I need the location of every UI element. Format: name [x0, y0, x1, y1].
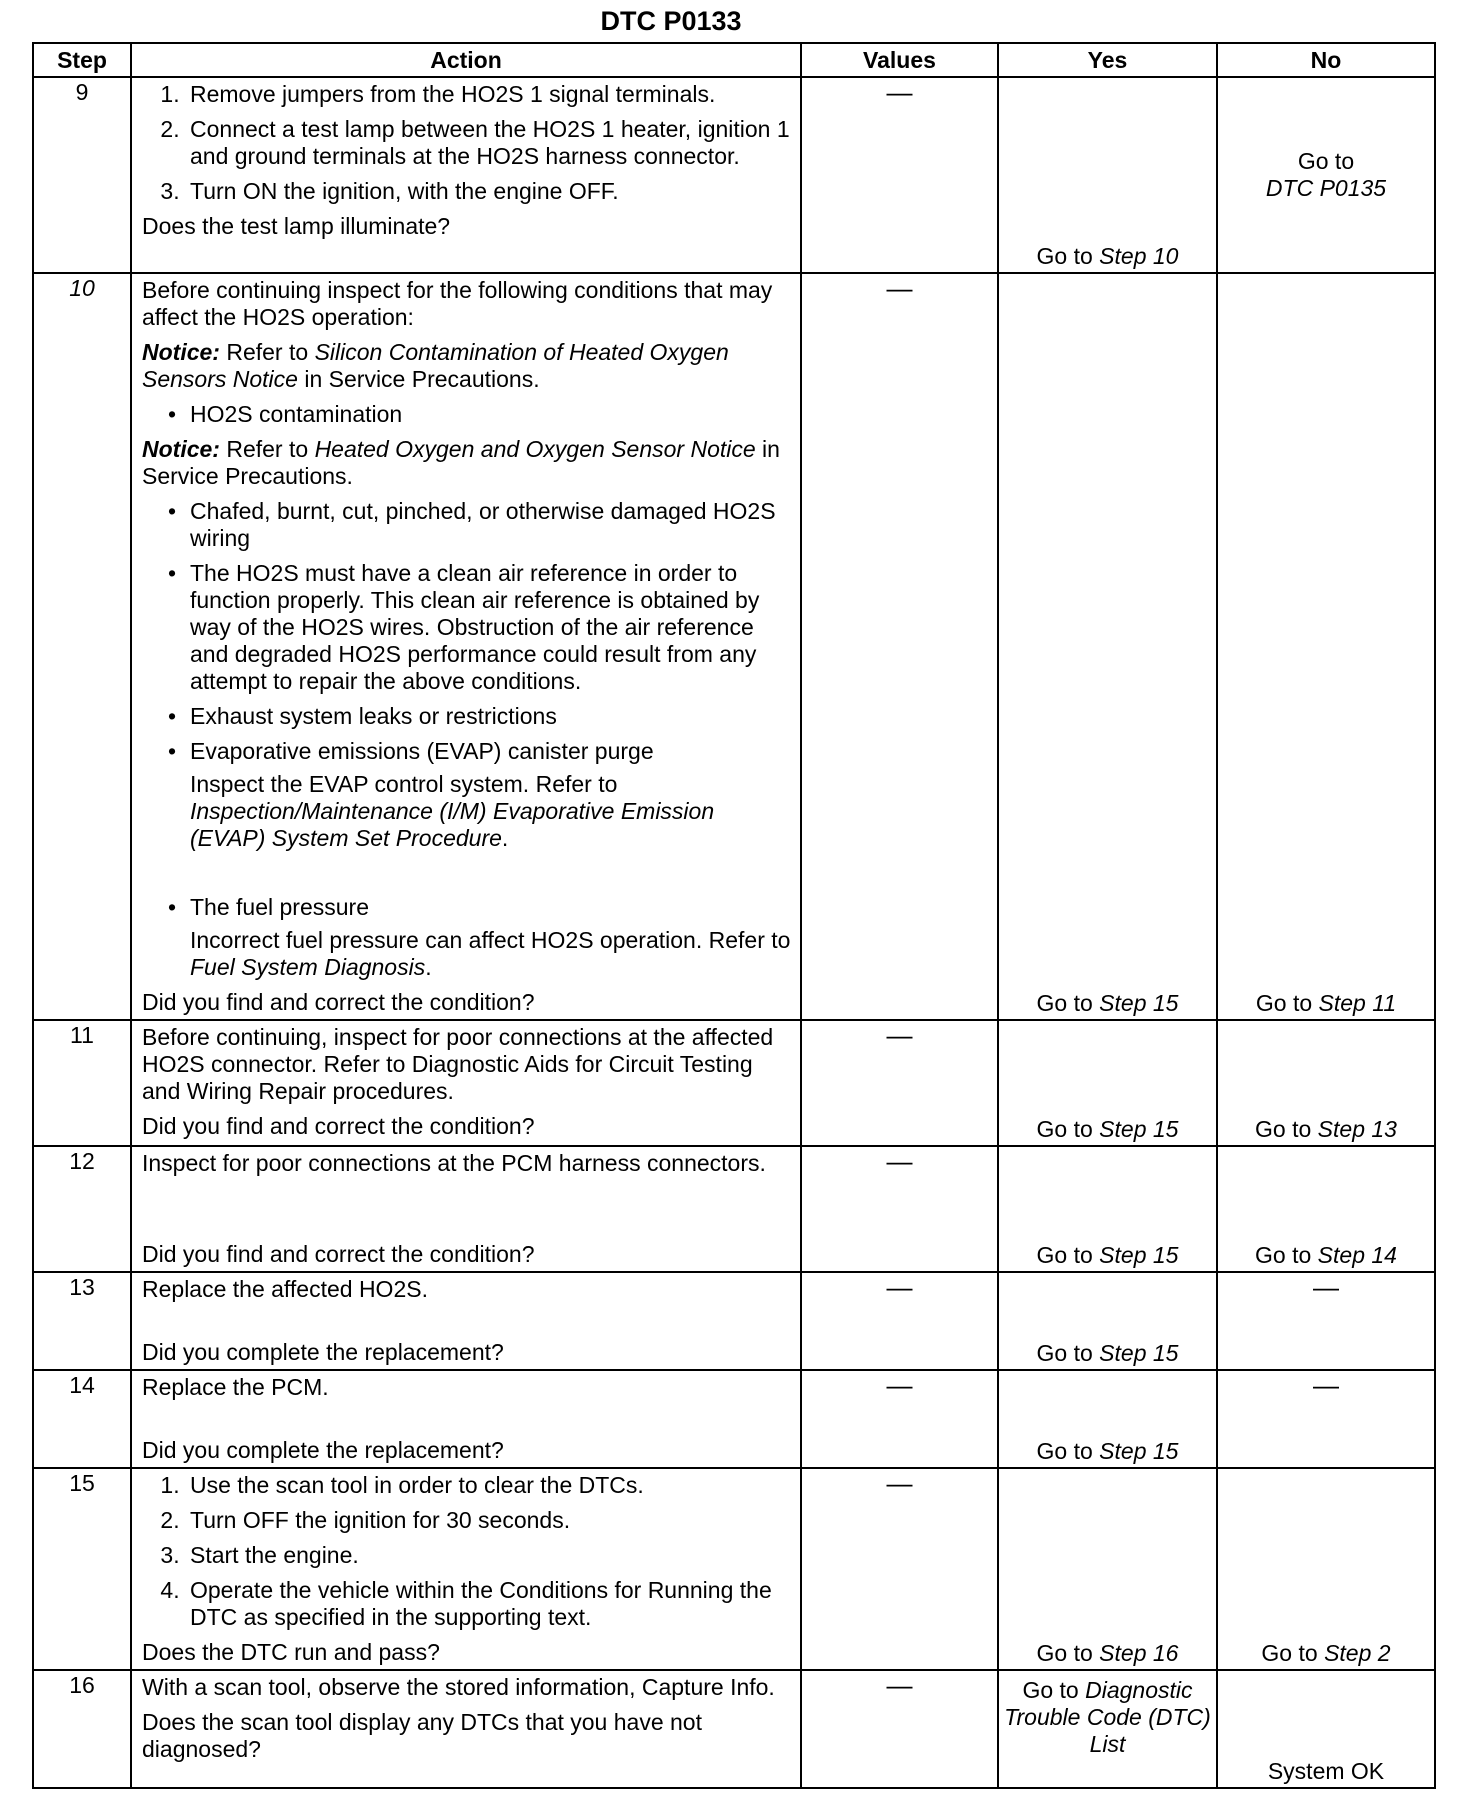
yes-result [999, 1242, 1216, 1269]
list-item [190, 894, 792, 981]
notice-label: Notice: [142, 339, 220, 365]
goto-text: Go to [1261, 1640, 1318, 1666]
goto-target-link[interactable]: Step 15 [1099, 1340, 1179, 1366]
value-cell: — [801, 273, 998, 1020]
list-item-label: Evaporative emissions (EVAP) canister purge [190, 738, 654, 764]
list-item: 1. Use the scan tool in order to clear the DTCs. [186, 1472, 792, 1499]
table-row [33, 1468, 1435, 1670]
step-number: 15 [33, 1468, 131, 1670]
goto-target-link[interactable]: Step 2 [1324, 1640, 1391, 1666]
no-result [1218, 1116, 1434, 1143]
yes-cell [998, 273, 1217, 1020]
no-cell: — [1217, 1370, 1435, 1468]
yes-result [999, 1640, 1216, 1667]
table-row [33, 1370, 1435, 1468]
no-cell [1217, 1670, 1435, 1788]
action-text: Before continuing, inspect for poor connections at the affected HO2S connector. Refer to Diagnostic Aids for Circuit Testing and Wiring Repair procedures. [142, 1024, 774, 1104]
header-action: Action [131, 43, 801, 77]
no-result [1218, 990, 1434, 1017]
goto-text: Go to [1297, 148, 1355, 174]
list-item-label: The fuel pressure [190, 894, 369, 920]
goto-text: Go to [1255, 990, 1313, 1016]
step-number: 14 [33, 1370, 131, 1468]
no-cell [1217, 273, 1435, 1020]
action-text: With a scan tool, observe the stored information, Capture Info. [142, 1674, 775, 1700]
yes-cell [998, 1272, 1217, 1370]
step-number: 11 [33, 1020, 131, 1146]
list-item: 2. Connect a test lamp between the HO2S 1 heater, ignition 1 and ground terminals at the HO2S harness connector. [186, 116, 792, 170]
goto-target-link[interactable]: Step 10 [1099, 243, 1179, 269]
list-item: • The HO2S must have a clean air reference in order to function properly. This clean air reference is obtained by way of the HO2S wires. Obstruction of the air reference and degraded HO2S performance could result from any attempt to repair the above conditions. [190, 560, 792, 695]
action-text: Replace the affected HO2S. [142, 1276, 428, 1302]
yes-cell [998, 1146, 1217, 1272]
yes-result [999, 990, 1216, 1017]
evap-note: Inspect the EVAP control system. Refer to Inspection/Maintenance (I/M) Evaporative Emission (EVAP) System Set Procedure. [190, 771, 715, 851]
yes-result [999, 243, 1216, 270]
table-row [33, 77, 1435, 273]
notice-reference[interactable]: Heated Oxygen and Oxygen Sensor Notice [314, 436, 756, 462]
yes-cell [998, 1670, 1217, 1788]
notice-text: in Service Precautions. [142, 436, 780, 489]
yes-result [999, 1116, 1216, 1143]
list-item: 3. Start the engine. [186, 1542, 792, 1569]
table-row [33, 273, 1435, 1020]
action-intro: Before continuing inspect for the following conditions that may affect the HO2S operation: [142, 277, 773, 330]
action-question: Did you find and correct the condition? [142, 989, 535, 1015]
goto-target-link[interactable]: Step 16 [1099, 1640, 1179, 1666]
goto-text: Go to [1036, 990, 1093, 1016]
yes-cell [998, 1020, 1217, 1146]
table-row [33, 1146, 1435, 1272]
header-no: No [1217, 43, 1435, 77]
step-number: 9 [33, 77, 131, 273]
goto-text: Go to [1036, 1640, 1093, 1666]
note-text: Incorrect fuel pressure can affect HO2S operation. Refer to [190, 927, 791, 953]
notice [142, 339, 792, 393]
page-title: DTC P0133 [600, 6, 742, 36]
table-header-row [33, 43, 1435, 77]
action-cell [131, 1468, 801, 1670]
value-cell: — [801, 1020, 998, 1146]
list-item: 1. Remove jumpers from the HO2S 1 signal terminals. [186, 81, 792, 108]
header-step: Step [33, 43, 131, 77]
action-text: Inspect for poor connections at the PCM harness connectors. [142, 1150, 766, 1176]
goto-text: Go to [1036, 1116, 1093, 1142]
action-cell [131, 1272, 801, 1370]
yes-cell [998, 1468, 1217, 1670]
yes-result [999, 1671, 1216, 1758]
value-cell: — [801, 1272, 998, 1370]
action-question: Did you complete the replacement? [142, 1339, 504, 1365]
notice-text: in Service Precautions. [304, 366, 540, 392]
value-cell: — [801, 1670, 998, 1788]
action-cell [131, 1020, 801, 1146]
header-yes: Yes [998, 43, 1217, 77]
action-question: Did you complete the replacement? [142, 1437, 504, 1463]
no-cell: — [1217, 1272, 1435, 1370]
dtc-table [32, 42, 1436, 1789]
no-result [1218, 1640, 1434, 1667]
list-item: 4. Operate the vehicle within the Conditions for Running the DTC as specified in the supporting text. [186, 1577, 792, 1631]
no-cell [1217, 1146, 1435, 1272]
step-number [33, 273, 131, 1020]
action-cell [131, 77, 801, 273]
goto-text: Go to [1022, 1677, 1079, 1703]
list-item [190, 738, 792, 886]
no-result [1218, 148, 1434, 202]
procedure-reference[interactable]: Inspection/Maintenance (I/M) Evaporative Emission (EVAP) System Set Procedure [190, 798, 715, 851]
goto-target-link[interactable]: Step 13 [1317, 1116, 1397, 1142]
goto-target-link[interactable]: Step 11 [1318, 990, 1397, 1016]
goto-text: Go to [1255, 1242, 1312, 1268]
yes-result [999, 1438, 1216, 1465]
value-cell: — [801, 1146, 998, 1272]
action-text: Replace the PCM. [142, 1374, 329, 1400]
yes-cell [998, 77, 1217, 273]
notice-label: Notice: [142, 436, 220, 462]
goto-target-link[interactable]: Step 15 [1099, 1438, 1179, 1464]
list-item: 3. Turn ON the ignition, with the engine OFF. [186, 178, 792, 205]
goto-text: Go to [1036, 1242, 1093, 1268]
table-row [33, 1020, 1435, 1146]
list-item: • HO2S contamination [190, 401, 792, 428]
action-question: Does the scan tool display any DTCs that you have not diagnosed? [142, 1709, 702, 1762]
action-list [142, 81, 792, 205]
list-item: 2. Turn OFF the ignition for 30 seconds. [186, 1507, 792, 1534]
no-cell [1217, 1468, 1435, 1670]
goto-target-link[interactable]: Step 15 [1099, 1116, 1179, 1142]
yes-result [999, 1340, 1216, 1367]
notice-reference[interactable]: Silicon Contamination of Heated Oxygen Sensors Notice [142, 339, 729, 392]
action-list [142, 1472, 792, 1631]
header-values: Values [801, 43, 998, 77]
step-number: 16 [33, 1670, 131, 1788]
action-cell [131, 1670, 801, 1788]
no-result: System OK [1267, 1758, 1385, 1784]
action-question: Does the DTC run and pass? [142, 1639, 440, 1665]
no-cell [1217, 1020, 1435, 1146]
list-item: • Chafed, burnt, cut, pinched, or otherwise damaged HO2S wiring [190, 498, 792, 552]
goto-target-link[interactable]: Step 15 [1099, 990, 1179, 1016]
goto-text: Go to [1036, 243, 1093, 269]
goto-text: Go to [1036, 1438, 1093, 1464]
table-row [33, 1670, 1435, 1788]
action-question: Does the test lamp illuminate? [142, 213, 451, 239]
goto-target-link[interactable]: Diagnostic Trouble Code (DTC) List [1004, 1677, 1211, 1757]
action-question: Did you find and correct the condition? [142, 1241, 535, 1267]
list-item: • Exhaust system leaks or restrictions [190, 703, 792, 730]
action-cell [131, 1370, 801, 1468]
value-cell: — [801, 1370, 998, 1468]
note-text: Inspect the EVAP control system. Refer to [190, 771, 618, 797]
goto-target-link[interactable]: Step 15 [1099, 1242, 1179, 1268]
no-result [1218, 1242, 1434, 1269]
step-number: 13 [33, 1272, 131, 1370]
condition-list [142, 498, 792, 981]
goto-target-link[interactable]: DTC P0135 [1265, 175, 1387, 201]
goto-text: Go to [1036, 1340, 1093, 1366]
yes-cell [998, 1370, 1217, 1468]
table-row [33, 1272, 1435, 1370]
action-cell [131, 273, 801, 1020]
notice [142, 436, 792, 490]
value-cell: — [801, 77, 998, 273]
fuel-note: Incorrect fuel pressure can affect HO2S operation. Refer to Fuel System Diagnosis. [190, 927, 791, 980]
procedure-reference[interactable]: Fuel System Diagnosis [190, 954, 426, 980]
goto-target-link[interactable]: Step 14 [1317, 1242, 1397, 1268]
notice-text: Refer to [226, 339, 309, 365]
notice-text: Refer to [226, 436, 309, 462]
step-number: 12 [33, 1146, 131, 1272]
step-number-text: 10 [69, 275, 95, 301]
condition-list [142, 401, 792, 428]
no-cell [1217, 77, 1435, 273]
goto-text: Go to [1255, 1116, 1312, 1142]
action-question: Did you find and correct the condition? [142, 1113, 535, 1139]
value-cell: — [801, 1468, 998, 1670]
action-cell [131, 1146, 801, 1272]
